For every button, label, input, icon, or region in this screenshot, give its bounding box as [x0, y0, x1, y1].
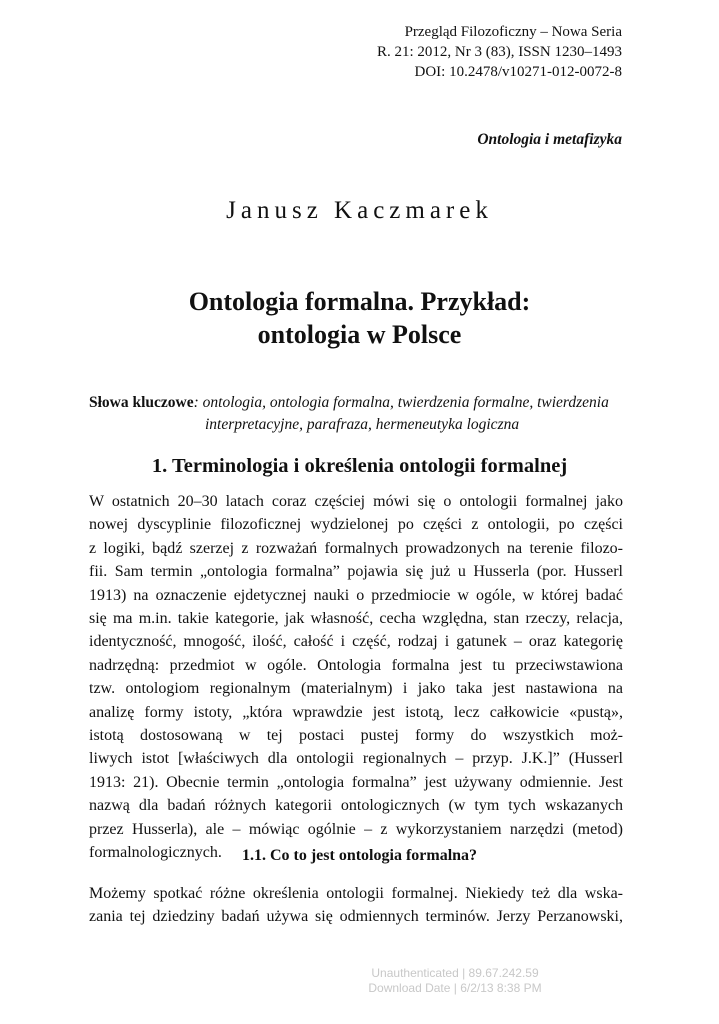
- keywords-label: Słowa kluczowe: [89, 394, 194, 411]
- keywords-block: [89, 392, 623, 436]
- watermark-line-1: Unauthenticated | 89.67.242.59: [371, 966, 539, 980]
- paragraph-line: formalnologicznych.: [89, 844, 222, 862]
- keywords-colon: :: [193, 394, 199, 411]
- paragraph-line: z logiki, bądź szerzej z rozważań formalnych prowadzonych na terenie filozo-: [89, 539, 623, 557]
- paper-title-line-1: Ontologia formalna. Przykład:: [188, 287, 531, 316]
- section-tag: Ontologia i metafizyka: [477, 131, 622, 148]
- paragraph-line: istotą dostosowaną w tej postaci pustej formy do wszystkich moż-: [89, 727, 623, 745]
- journal-name: Przegląd Filozoficzny – Nowa Seria: [404, 24, 622, 40]
- paragraph-line: się ma m.in. takie kategorie, jak własność, cecha względna, stan rzeczy, relacja,: [89, 610, 623, 628]
- download-watermark: [340, 966, 570, 996]
- paragraph-line: identyczność, mnogość, ilość, całość i część, rodzaj i gatunek – oraz kategorię: [89, 633, 623, 651]
- paragraph-line: liwych istot [właściwych dla ontologii regionalnych – przyp. J.K.]” (Husserl: [89, 750, 623, 768]
- watermark-line-2: Download Date | 6/2/13 8:38 PM: [368, 981, 542, 995]
- keywords-values-1: ontologia, ontologia formalna, twierdzenia formalne, twierdzenia: [198, 394, 609, 411]
- paragraph-line: fii. Sam termin „ontologia formalna” pojawia się już u Husserla (por. Husserl: [89, 563, 623, 581]
- paper-title-line-2: ontologia w Polsce: [257, 320, 462, 349]
- journal-volume: R. 21: 2012, Nr 3 (83), ISSN 1230–1493: [376, 44, 622, 60]
- section-heading-1-1: 1.1. Co to jest ontologia formalna?: [241, 847, 478, 864]
- keywords-row-1: [89, 392, 623, 414]
- section-1-paragraph: [89, 490, 623, 865]
- journal-header: [377, 22, 622, 82]
- paragraph-line: 1913) na oznaczenie ejdetycznej nauki o przedmiocie w ogóle, w której badać: [89, 586, 623, 604]
- paper-title: [0, 285, 719, 351]
- journal-doi: DOI: 10.2478/v10271-012-0072-8: [414, 64, 622, 80]
- author-name: Janusz Kaczmarek: [226, 197, 493, 224]
- paragraph-line: Możemy spotkać różne określenia ontologii formalnej. Niekiedy też dla wska-: [89, 885, 623, 902]
- paragraph-line: nowej dyscyplinie filozoficznej wydzielonej po części z ontologii, po części: [89, 516, 623, 534]
- paragraph-line: 1913: 21). Obecnie termin „ontologia formalna” jest używany odmiennie. Jest: [89, 773, 623, 791]
- paragraph-line: zania tej dziedziny badań używa się odmiennych terminów. Jerzy Perzanowski,: [89, 908, 623, 926]
- keywords-values-2: interpretacyjne, parafraza, hermeneutyka logiczna: [205, 416, 520, 433]
- paragraph-line: analizę formy istoty, „która wprawdzie jest istotą, lecz całkowicie «pustą»,: [89, 703, 623, 721]
- section-heading-1: 1. Terminologia i określenia ontologii formalnej: [151, 455, 568, 477]
- paragraph-line: W ostatnich 20–30 latach coraz częściej mówi się o ontologii formalnej jako: [89, 493, 623, 510]
- section-1-1-paragraph: [89, 882, 623, 929]
- paragraph-line: nadrzędną: przedmiot w ogóle. Ontologia formalna jest tu przeciwstawiona: [89, 656, 623, 674]
- paragraph-line: tzw. ontologiom regionalnym (materialnym) i jako taka jest nastawiona na: [89, 680, 623, 698]
- paragraph-line: nazwą dla badań różnych kategorii ontologicznych (w tym tych wskazanych: [89, 797, 623, 815]
- paragraph-line: przez Husserla), ale – mówiąc ogólnie – z wykorzystaniem narzędzi (metod): [89, 820, 623, 838]
